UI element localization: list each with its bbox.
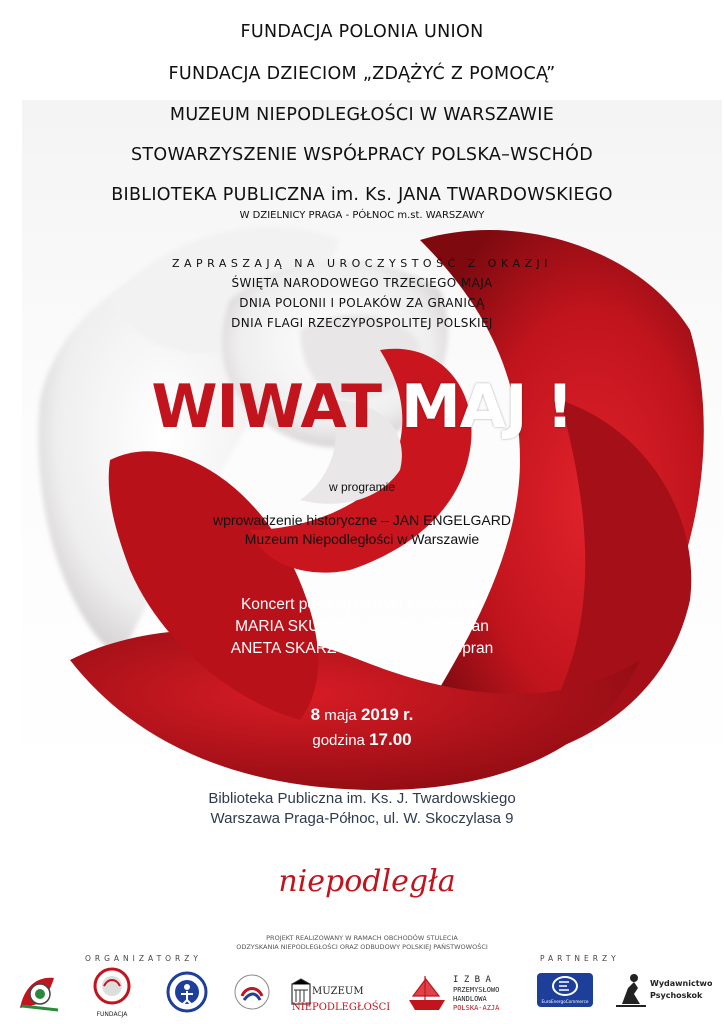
date-day: 8	[310, 705, 321, 724]
time-label: godzina	[312, 732, 365, 749]
program-lecture-org: Muzeum Niepodległości w Warszawie	[244, 531, 480, 547]
title-white-part: MAJ !	[400, 372, 573, 442]
invitation-line: ZAPRASZAJĄ NA UROCZYSTOŚĆ Z OKAZJI	[171, 257, 553, 270]
izba-line-1: I Z B A	[453, 975, 491, 985]
occasion-1: ŚWIĘTA NARODOWEGO TRZECIEGO MAJA	[231, 276, 493, 290]
museum-logo-line-1: MUZEUM	[312, 986, 364, 997]
euro-caption: EuroEnergoCommerce	[541, 999, 589, 1004]
fundacja-caption: FUNDACJA	[96, 1011, 128, 1018]
organizer-4: STOWARZYSZENIE WSPÓŁPRACY POLSKA–WSCHÓD	[131, 145, 593, 165]
organizers-label: ORGANIZATORZY	[85, 954, 202, 963]
polonia-union-logo	[16, 968, 62, 1019]
title-red-part: WIWAT	[151, 372, 401, 442]
organizer-5: BIBLIOTEKA PUBLICZNA im. Ks. JANA TWARDOWSKIEGO	[111, 185, 613, 205]
project-line-2: ODZYSKANIA NIEPODLEGŁOŚCI ORAZ ODBUDOWY POLSKIEJ PAŃSTWOWOŚCI	[236, 943, 488, 951]
time-value: 17.00	[369, 730, 412, 749]
event-time	[0, 730, 724, 750]
venue-name: Biblioteka Publiczna im. Ks. J. Twardowskiego	[208, 790, 516, 807]
organizer-2: FUNDACJA DZIECIOM „ZDĄŻYĆ Z POMOCĄ”	[168, 64, 556, 84]
date-year-suffix: r.	[402, 705, 414, 724]
program-lecture: wprowadzenie historyczne – JAN ENGELGARD	[212, 512, 511, 528]
euroenergocommerce-logo	[536, 972, 594, 1013]
date-year: 2019	[360, 705, 399, 724]
organizer-1: FUNDACJA POLONIA UNION	[240, 22, 484, 42]
date-month: maja	[324, 707, 357, 724]
organizer-5-subtitle: W DZIELNICY PRAGA - PÓŁNOC m.st. WARSZAWY	[239, 210, 485, 221]
organizer-3: MUZEUM NIEPODLEGŁOŚCI W WARSZAWIE	[169, 105, 555, 125]
occasion-3: DNIA FLAGI RZECZYPOSPOLITEJ POLSKIEJ	[231, 316, 493, 330]
izba-line-3: HANDLOWA	[453, 995, 487, 1003]
performer-1: MARIA SKURJAT - SILVA – fortepian	[235, 618, 489, 635]
program-intro: w programie	[328, 480, 396, 494]
izba-line-4: POLSKA-AZJA	[453, 1004, 500, 1012]
fundacja-dzieciom-logo	[90, 966, 134, 1018]
event-date	[0, 705, 724, 725]
partners-label: PARTNERZY	[540, 954, 620, 963]
venue-address: Warszawa Praga-Północ, ul. W. Skoczylasa 9	[210, 810, 514, 827]
biblioteka-logo	[232, 972, 272, 1017]
niepodlegla-logo	[272, 855, 462, 905]
stowarzyszenie-logo	[165, 970, 209, 1019]
wydawnictwo-line-2: Psychoskok	[650, 991, 703, 1000]
wydawnictwo-psychoskok-logo	[612, 970, 712, 1015]
museum-logo-line-2: NIEPODLEGŁOŚCI	[292, 1002, 390, 1012]
performer-2: ANETA SKARŻYŃSKI – mezzosopran	[230, 640, 494, 657]
izba-line-2: PRZEMYSŁOWO	[453, 986, 500, 994]
project-line-1: PROJEKT REALIZOWANY W RAMACH OBCHODÓW STULECIA	[266, 934, 458, 942]
concert-title: Koncert polskiej muzyki klasycznej:	[240, 596, 484, 613]
muzeum-niepodleglosci-logo	[290, 978, 390, 1017]
occasion-2: DNIA POLONII I POLAKÓW ZA GRANICĄ	[239, 296, 485, 310]
niepodlegla-script: niepodległa	[278, 864, 456, 899]
event-title	[0, 372, 724, 442]
wydawnictwo-line-1: Wydawnictwo	[650, 979, 712, 988]
izba-polska-azja-logo	[405, 970, 515, 1019]
